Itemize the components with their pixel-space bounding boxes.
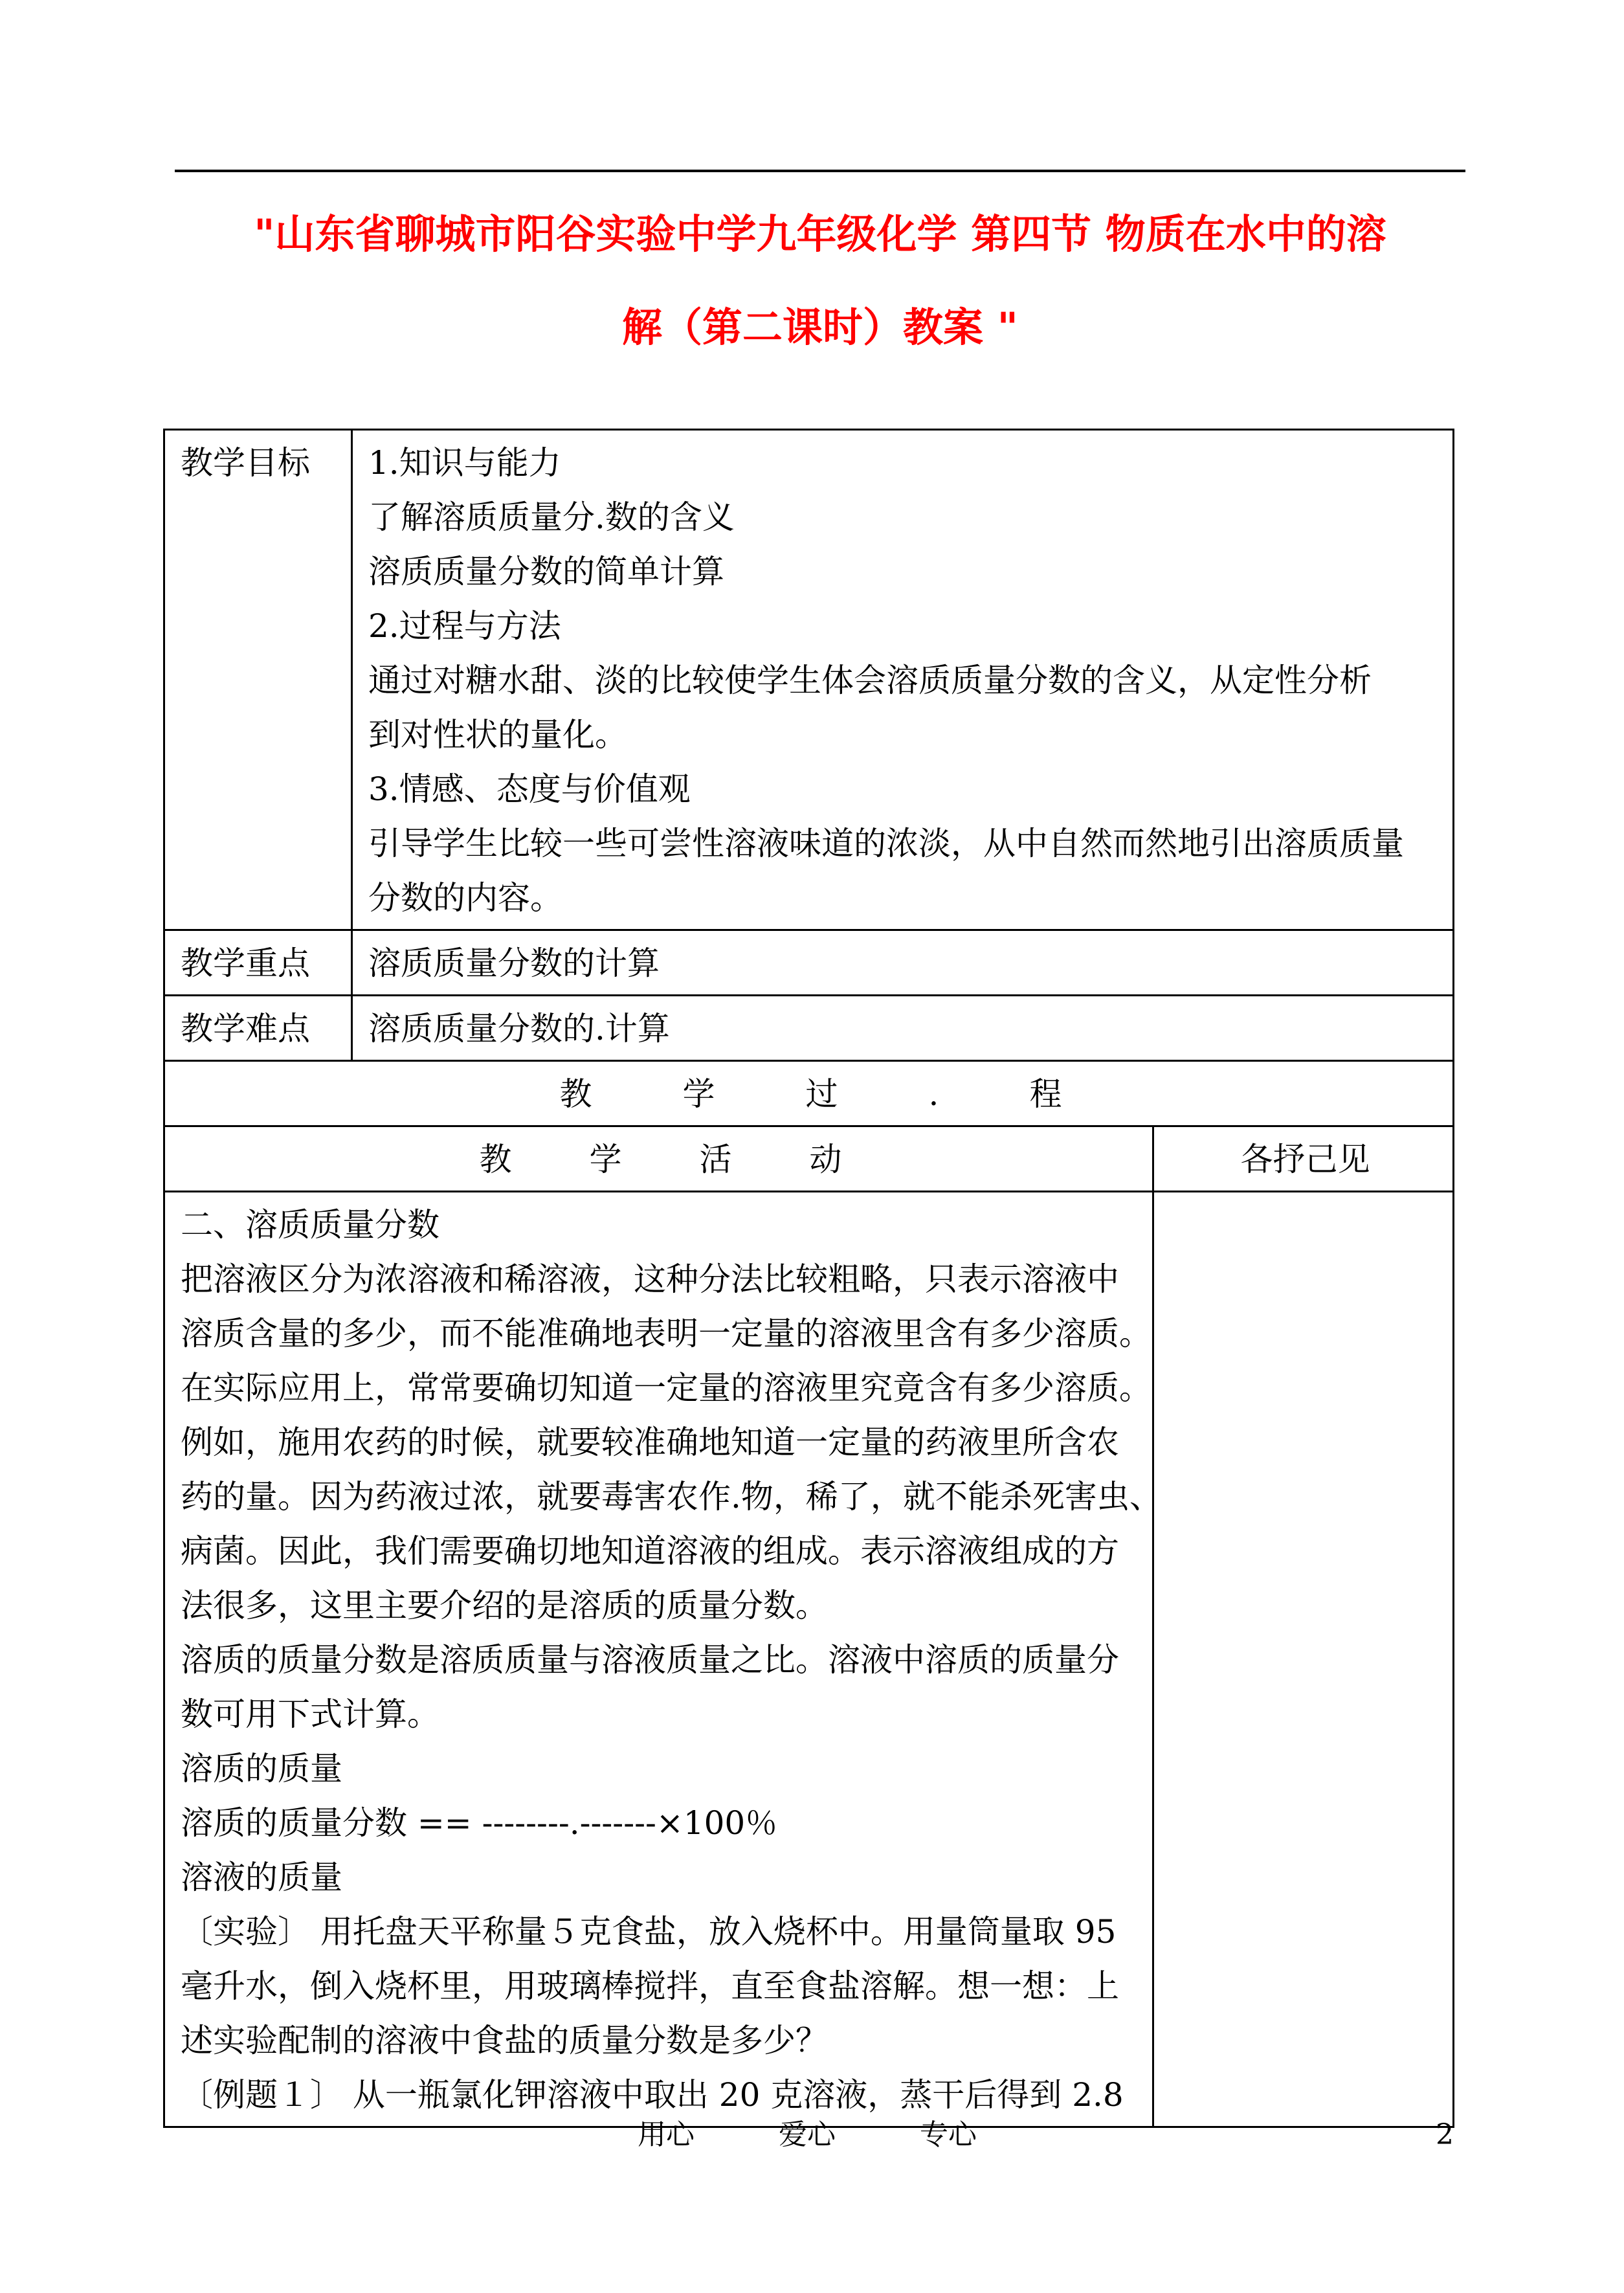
objective-line: 溶质质量分数的简单计算: [368, 553, 724, 590]
motto-item: 爱心: [779, 2118, 836, 2151]
content-line: 法很多，这里主要介绍的是溶质的质量分数。: [181, 1587, 828, 1624]
key-point-row: [164, 930, 1454, 996]
content-line: 例如，施用农药的时候，就要较准确地知道一定量的药液里所含农: [181, 1424, 1119, 1461]
content-line: 病菌。因此，我们需要确切地知道溶液的组成。表示溶液组成的方: [181, 1532, 1119, 1570]
content-line: 溶质的质量分数 == --------.-------×100％: [181, 1804, 778, 1842]
page-number: 2: [1436, 2118, 1454, 2151]
difficulty-text: 溶质质量分数的.计算: [368, 1010, 670, 1047]
content-line: 〔例题１〕 从一瓶氯化钾溶液中取出 20 克溶液，蒸干后得到 2.8: [181, 2076, 1124, 2114]
objectives-row: [164, 430, 1454, 930]
lesson-plan-table: [163, 429, 1454, 2128]
document-title: [162, 188, 1478, 374]
title-line-2: 解（第二课时）教案 ": [622, 304, 1018, 351]
objective-line: 分数的内容。: [368, 879, 562, 917]
key-point-text: 溶质质量分数的计算: [368, 945, 660, 982]
objective-line: 到对性状的量化。: [368, 716, 627, 754]
objective-line: 2.过程与方法: [368, 607, 561, 645]
process-header: 教学过.程: [559, 1075, 1153, 1113]
activity-header: 教学活动: [479, 1141, 920, 1178]
key-point-value: [352, 930, 1454, 996]
objectives-label: 教学目标: [164, 430, 352, 930]
content-line: 溶质含量的多少，而不能准确地表明一定量的溶液里含有多少溶质。: [181, 1315, 1151, 1352]
content-line: 述实验配制的溶液中食盐的质量分数是多少？: [181, 2022, 828, 2059]
content-line: 溶液的质量: [181, 1859, 342, 1896]
objectives-content: [352, 430, 1454, 930]
content-line: 溶质的质量: [181, 1750, 342, 1787]
activity-header-cell: [164, 1126, 1153, 1192]
title-line-1: "山东省聊城市阳谷实验中学九年级化学 第四节 物质在水中的溶: [254, 210, 1386, 258]
content-line: 二、溶质质量分数: [181, 1206, 439, 1244]
content-row: [164, 1192, 1454, 2127]
content-line: 在实际应用上，常常要确切知道一定量的溶液里究竟含有多少溶质。: [181, 1369, 1151, 1407]
objective-line: 了解溶质质量分.数的含义: [368, 498, 735, 536]
objective-line: 1.知识与能力: [368, 444, 561, 482]
process-header-row: [164, 1061, 1454, 1126]
content-line: 把溶液区分为浓溶液和稀溶液，这种分法比较粗略，只表示溶液中: [181, 1260, 1119, 1298]
content-line: 毫升水，倒入烧杯里，用玻璃棒搅拌，直至食盐溶解。想一想：上: [181, 1967, 1119, 2005]
header-rule: [175, 170, 1465, 172]
activity-content: [164, 1192, 1162, 2127]
motto-item: 用心: [638, 2118, 695, 2151]
difficulty-value: [352, 996, 1454, 1061]
content-line: 〔实验〕 用托盘天平称量５克食盐，放入烧杯中。用量筒量取 95: [181, 1913, 1117, 1951]
objective-line: 3.情感、态度与价值观: [368, 770, 691, 808]
process-header-cell: [164, 1061, 1454, 1126]
notes-header-cell: [1153, 1126, 1454, 1192]
content-line: 溶质的质量分数是溶质质量与溶液质量之比。溶液中溶质的质量分: [181, 1641, 1119, 1679]
content-line: 数可用下式计算。: [181, 1695, 439, 1733]
objective-line: 引导学生比较一些可尝性溶液味道的浓淡，从中自然而然地引出溶质质量: [368, 825, 1404, 862]
objective-line: 通过对糖水甜、淡的比较使学生体会溶质质量分数的含义，从定性分析: [368, 662, 1372, 699]
difficulty-label: 教学难点: [164, 996, 352, 1061]
footer-motto: [638, 2116, 1061, 2154]
motto-item: 专心: [920, 2118, 977, 2151]
notes-header: 各抒己见: [1240, 1141, 1370, 1178]
notes-content: [1153, 1192, 1454, 2127]
content-line: 药的量。因为药液过浓，就要毒害农作.物，稀了，就不能杀死害虫、: [181, 1478, 1162, 1516]
difficulty-row: [164, 996, 1454, 1061]
key-point-label: 教学重点: [164, 930, 352, 996]
column-header-row: [164, 1126, 1454, 1192]
